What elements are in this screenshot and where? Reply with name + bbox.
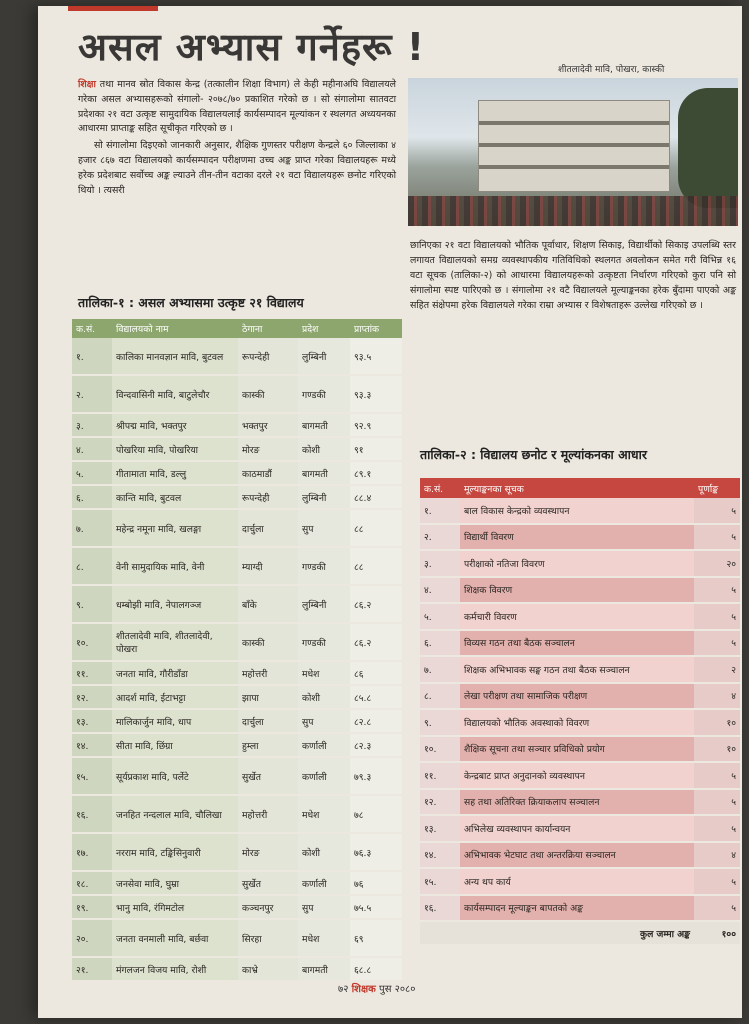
- table1: [72, 319, 402, 982]
- table1-cell: ७५.५: [350, 895, 402, 919]
- table1-cell: ८६: [350, 661, 402, 685]
- table1-cell: सुर्खेत: [238, 871, 298, 895]
- table1-header-cell: विद्यालयको नाम: [112, 319, 238, 338]
- table2-row: [420, 683, 740, 710]
- table1-cell: ८९.१: [350, 461, 402, 485]
- lead-word: शिक्षा: [78, 79, 96, 90]
- table2-row: [420, 868, 740, 895]
- table2-cell: २.: [420, 524, 460, 551]
- table2: [420, 478, 740, 946]
- table2-cell: ९.: [420, 709, 460, 736]
- table2-cell: ४.: [420, 577, 460, 604]
- table2-row: [420, 815, 740, 842]
- table2-total-value: १००: [694, 921, 740, 945]
- table1-cell: धम्बोझी मावि, नेपालगञ्ज: [112, 585, 238, 623]
- table1-cell: १५.: [72, 757, 112, 795]
- table1-cell: बाँके: [238, 585, 298, 623]
- table2-cell: १०.: [420, 736, 460, 763]
- table2-cell: विव्यस गठन तथा बैठक सञ्चालन: [460, 630, 694, 657]
- table1-cell: ११.: [72, 661, 112, 685]
- table1-header-row: [72, 319, 402, 338]
- table2-header-cell: क.सं.: [420, 478, 460, 498]
- table2-cell: २: [694, 656, 740, 683]
- table2-total-row: [420, 921, 740, 945]
- table1-row: [72, 375, 402, 413]
- table1-cell: ७६: [350, 871, 402, 895]
- table2-cell: ५: [694, 630, 740, 657]
- table1-cell: गीतामाता मावि, डल्लु: [112, 461, 238, 485]
- table1-cell: ९.: [72, 585, 112, 623]
- table2-row: [420, 498, 740, 524]
- table1-cell: मोरङ: [238, 437, 298, 461]
- table2-row: [420, 524, 740, 551]
- school-building: [478, 100, 670, 192]
- table1-cell: सुप: [298, 709, 350, 733]
- table1-cell: रूपन्देही: [238, 338, 298, 375]
- table1-cell: मधेश: [298, 661, 350, 685]
- table2-row: [420, 709, 740, 736]
- table1-cell: ७.: [72, 509, 112, 547]
- table1-row: [72, 895, 402, 919]
- table2-cell: शिक्षक विवरण: [460, 577, 694, 604]
- table1-cell: ८२.८: [350, 709, 402, 733]
- table2-row: [420, 656, 740, 683]
- table1-cell: जनता वनमाली मावि, बर्छवा: [112, 919, 238, 957]
- table2-cell: १.: [420, 498, 460, 524]
- table2-cell: कर्मचारी विवरण: [460, 603, 694, 630]
- table2-row: [420, 550, 740, 577]
- table2-heading: तालिका-२ : विद्यालय छनोट र मूल्यांकनका आधार: [420, 447, 647, 462]
- table1-cell: ७६.३: [350, 833, 402, 871]
- table2-cell: १२.: [420, 789, 460, 816]
- table1-row: [72, 919, 402, 957]
- table1-row: [72, 585, 402, 623]
- table1-cell: महेन्द्र नमूना मावि, खलङ्गा: [112, 509, 238, 547]
- table2-cell: २०: [694, 550, 740, 577]
- table1-cell: सीता मावि, छिंग्रा: [112, 733, 238, 757]
- table1-cell: कोशी: [298, 437, 350, 461]
- table1-cell: ९२.९: [350, 413, 402, 437]
- table1-cell: सुप: [298, 509, 350, 547]
- table1-cell: काभ्रे: [238, 957, 298, 981]
- right-column-text: छानिएका २१ वटा विद्यालयको भौतिक पूर्वाधार, शिक्षण सिकाइ, विद्यार्थीको सिकाइ उपलब्धि स्तर लगायत विद्यालयको समग्र व्यवस्थापकीय गतिविधिको स्थलगत अवलोकन समेत गरी विभिन्न १६ वटा सूचक (तालिका-२) को आधारमा विद्यालयहरूको उत्कृष्टता निर्धारण गरिएको कुरा पनि सो संगालोमा स्पष्ट पारिएको छ । संगालोमा २१ वटै विद्यालयले मूल्याङ्कनका हरेक बुँदामा पाएको अङ्क सहित संक्षेपमा हरेक विद्यालयले गरेका राम्रा अभ्यास र विशेषताहरू उल्लेख गरिएको छ ।: [410, 240, 736, 311]
- table1-heading: तालिका-१ : असल अभ्यासमा उत्कृष्ट २१ विद्यालय: [78, 295, 304, 310]
- table1-cell: १८.: [72, 871, 112, 895]
- table1-cell: वेनी सामुदायिक मावि, वेनी: [112, 547, 238, 585]
- table1-row: [72, 757, 402, 795]
- issue-month: पुस २०८०: [379, 984, 416, 995]
- table1-cell: १.: [72, 338, 112, 375]
- page-title: असल अभ्यास गर्नेहरू !: [78, 25, 426, 69]
- intro-paragraph-2: सो संगालोमा दिइएको जानकारी अनुसार, शैक्षिक गुणस्तर परीक्षण केन्द्रले ६० जिल्लाका ४ हजार ८६७ वटा विद्यालयको कार्यसम्पादन परीक्षणमा उच्च अङ्क प्राप्त गरेका विद्यालयहरू मध्ये हरेक प्रदेशबाट सर्वोच्च अङ्क ल्याउने तीन-तीन वटाका दरले २१ वटा विद्यालयहरू छनोट गरिएको थियो । त्यसरी: [78, 140, 396, 196]
- table1-cell: बागमती: [298, 957, 350, 981]
- table1-header-cell: ठेगाना: [238, 319, 298, 338]
- table1-cell: कर्णाली: [298, 733, 350, 757]
- table1-cell: सूर्यप्रकाश मावि, पर्लेटे: [112, 757, 238, 795]
- table2-cell: शिक्षक अभिभावक सङ्घ गठन तथा बैठक सञ्चालन: [460, 656, 694, 683]
- table1-cell: ७८: [350, 795, 402, 833]
- table1-cell: ८६.२: [350, 623, 402, 661]
- table1-cell: कान्ति मावि, बुटवल: [112, 485, 238, 509]
- table2-cell: ४: [694, 842, 740, 869]
- table1-cell: १२.: [72, 685, 112, 709]
- table2-cell: ५: [694, 524, 740, 551]
- table1-row: [72, 685, 402, 709]
- table2-header-row: [420, 478, 740, 498]
- table2-cell: लेखा परीक्षण तथा सामाजिक परीक्षण: [460, 683, 694, 710]
- table1-cell: ८२.३: [350, 733, 402, 757]
- table1-header-cell: क.सं.: [72, 319, 112, 338]
- table2-cell: ५: [694, 762, 740, 789]
- table1-cell: १४.: [72, 733, 112, 757]
- table2-cell: ४: [694, 683, 740, 710]
- intro-text: [78, 78, 396, 200]
- table2-cell: परीक्षाको नतिजा विवरण: [460, 550, 694, 577]
- table1-cell: रूपन्देही: [238, 485, 298, 509]
- table1-cell: भक्तपुर: [238, 413, 298, 437]
- table2-cell: ५: [694, 498, 740, 524]
- table1-cell: ९३.५: [350, 338, 402, 375]
- students-crowd: [408, 196, 738, 226]
- table2-cell: अभिभावक भेटघाट तथा अन्तरक्रिया सञ्चालन: [460, 842, 694, 869]
- table1-cell: कास्की: [238, 375, 298, 413]
- table1-cell: जनता मावि, गौरीडाँडा: [112, 661, 238, 685]
- table1-cell: सिरहा: [238, 919, 298, 957]
- table2-header-cell: मूल्याङ्कनका सूचक: [460, 478, 694, 498]
- table1-cell: मधेश: [298, 795, 350, 833]
- table1-cell: ४.: [72, 437, 112, 461]
- table2-total-label: कुल जम्मा अङ्क: [420, 921, 694, 945]
- table1-cell: सुर्खेत: [238, 757, 298, 795]
- table1-cell: १३.: [72, 709, 112, 733]
- table2-cell: सह तथा अतिरिक्त क्रियाकलाप सञ्चालन: [460, 789, 694, 816]
- table1-cell: म्याग्दी: [238, 547, 298, 585]
- tree: [678, 88, 738, 208]
- table2-cell: १५.: [420, 868, 460, 895]
- table2-cell: ५: [694, 895, 740, 922]
- table1-row: [72, 871, 402, 895]
- table1-cell: ३.: [72, 413, 112, 437]
- table2-row: [420, 736, 740, 763]
- table2-cell: ५.: [420, 603, 460, 630]
- table1-cell: कोशी: [298, 833, 350, 871]
- page-number: ७२: [338, 984, 349, 995]
- table2-cell: कार्यसम्पादन मूल्याङ्कन बापतको अङ्क: [460, 895, 694, 922]
- table1-row: [72, 623, 402, 661]
- table1-row: [72, 547, 402, 585]
- table2-row: [420, 603, 740, 630]
- intro-p1-text: तथा मानव स्रोत विकास केन्द्र (तत्कालीन शिक्षा विभाग) ले केही महीनाअघि विद्यालयले गरेका असल अभ्यासहरूको संगालो- २०७८/७० प्रकाशित गरेको छ । सो संगालोमा सातवटा प्रदेशका २१ वटा उत्कृष्ट सामुदायिक विद्यालयलाई कार्यसम्पादन मूल्यांकन र स्थलगत अध्ययनका आधारमा प्राप्ताङ्क सहित सूचीकृत गरिएको छ ।: [78, 79, 396, 135]
- table2-cell: अन्य थप कार्य: [460, 868, 694, 895]
- table1-cell: कर्णाली: [298, 757, 350, 795]
- table2-cell: अभिलेख व्यवस्थापन कार्यान्वयन: [460, 815, 694, 842]
- table1-cell: मालिकार्जुन मावि, धाप: [112, 709, 238, 733]
- table2-row: [420, 630, 740, 657]
- table2-cell: १६.: [420, 895, 460, 922]
- table2-cell: १०: [694, 736, 740, 763]
- table2-cell: ३.: [420, 550, 460, 577]
- table1-cell: गण्डकी: [298, 623, 350, 661]
- table1-cell: ९१: [350, 437, 402, 461]
- table1-cell: शीतलादेवी मावि, शीतलादेवी, पोखरा: [112, 623, 238, 661]
- table1-row: [72, 509, 402, 547]
- table1-row: [72, 461, 402, 485]
- table1-cell: जनहित नन्दलाल मावि, चौलिखा: [112, 795, 238, 833]
- table2-cell: १०: [694, 709, 740, 736]
- table1-cell: महोत्तरी: [238, 795, 298, 833]
- table2-cell: १३.: [420, 815, 460, 842]
- table2-cell: ५: [694, 815, 740, 842]
- table2-cell: ५: [694, 789, 740, 816]
- table2-cell: १४.: [420, 842, 460, 869]
- table1-cell: ७९.३: [350, 757, 402, 795]
- table2-row: [420, 842, 740, 869]
- school-photo: [408, 78, 738, 226]
- table1-cell: भानु मावि, रंगिमटोल: [112, 895, 238, 919]
- table1-row: [72, 833, 402, 871]
- table1-row: [72, 485, 402, 509]
- top-accent-strip: [68, 6, 158, 11]
- table2-cell: ६.: [420, 630, 460, 657]
- table2-header-cell: पूर्णाङ्क: [694, 478, 740, 498]
- table2-cell: ८.: [420, 683, 460, 710]
- table1-cell: कर्णाली: [298, 871, 350, 895]
- table1-cell: ९३.३: [350, 375, 402, 413]
- table2-row: [420, 762, 740, 789]
- table1-cell: २.: [72, 375, 112, 413]
- table1-cell: बागमती: [298, 461, 350, 485]
- table1-row: [72, 661, 402, 685]
- table1-cell: झापा: [238, 685, 298, 709]
- table1-cell: २१.: [72, 957, 112, 981]
- table1-cell: गण्डकी: [298, 375, 350, 413]
- table2-cell: विद्यालयको भौतिक अवस्थाको विवरण: [460, 709, 694, 736]
- table1-cell: मोरङ: [238, 833, 298, 871]
- table2-cell: विद्यार्थी विवरण: [460, 524, 694, 551]
- table1-cell: पोखरिया मावि, पोखरिया: [112, 437, 238, 461]
- table1-cell: ८८: [350, 509, 402, 547]
- table1-cell: १६.: [72, 795, 112, 833]
- table1-cell: मंगलजन विजय मावि, रोशी: [112, 957, 238, 981]
- table2-row: [420, 895, 740, 922]
- table1-header-cell: प्राप्तांक: [350, 319, 402, 338]
- table1-cell: कास्की: [238, 623, 298, 661]
- page-footer: [338, 981, 415, 995]
- table1-cell: १९.: [72, 895, 112, 919]
- table1-cell: मधेश: [298, 919, 350, 957]
- table1-row: [72, 795, 402, 833]
- table1-cell: गण्डकी: [298, 547, 350, 585]
- magazine-brand: शिक्षक: [351, 984, 376, 995]
- table1-cell: २०.: [72, 919, 112, 957]
- table2-cell: ७.: [420, 656, 460, 683]
- table1-cell: कोशी: [298, 685, 350, 709]
- table1-cell: १७.: [72, 833, 112, 871]
- table1-header-cell: प्रदेश: [298, 319, 350, 338]
- table1-row: [72, 709, 402, 733]
- table1-cell: सुप: [298, 895, 350, 919]
- table1-cell: ८८: [350, 547, 402, 585]
- table1-row: [72, 957, 402, 981]
- table1-cell: ६९: [350, 919, 402, 957]
- table2-cell: केन्द्रबाट प्राप्त अनुदानको व्यवस्थापन: [460, 762, 694, 789]
- table1-cell: आदर्श मावि, ईटाभट्टा: [112, 685, 238, 709]
- table1-cell: ५.: [72, 461, 112, 485]
- table1-row: [72, 338, 402, 375]
- table1-row: [72, 733, 402, 757]
- table1-row: [72, 437, 402, 461]
- table2-cell: ११.: [420, 762, 460, 789]
- table1-cell: ८.: [72, 547, 112, 585]
- magazine-page: [38, 6, 742, 1018]
- table1-cell: ६.: [72, 485, 112, 509]
- table1-cell: लुम्बिनी: [298, 485, 350, 509]
- table1-cell: विन्दवासिनी मावि, बाटुलेचौर: [112, 375, 238, 413]
- table1-cell: बागमती: [298, 413, 350, 437]
- intro-paragraph-1: [78, 78, 396, 137]
- table1-cell: हुम्ला: [238, 733, 298, 757]
- table1-cell: कालिका मानवज्ञान मावि, बुटवल: [112, 338, 238, 375]
- table1-cell: दार्चुला: [238, 709, 298, 733]
- table1-cell: ८६.२: [350, 585, 402, 623]
- photo-caption: शीतलादेवी मावि, पोखरा, कास्की: [558, 65, 665, 75]
- table2-cell: ५: [694, 577, 740, 604]
- table1-cell: नरराम मावि, टङ्किसिनुवारी: [112, 833, 238, 871]
- table2-cell: ५: [694, 603, 740, 630]
- table1-cell: श्रीपद्म मावि, भक्तपुर: [112, 413, 238, 437]
- table1-cell: ८५.८: [350, 685, 402, 709]
- table2-row: [420, 789, 740, 816]
- table2-row: [420, 577, 740, 604]
- table1-cell: १०.: [72, 623, 112, 661]
- table1-row: [72, 413, 402, 437]
- table1-cell: जनसेवा मावि, घुम्रा: [112, 871, 238, 895]
- table1-cell: महोत्तरी: [238, 661, 298, 685]
- table1-cell: ६८.८: [350, 957, 402, 981]
- table1-cell: ८८.४: [350, 485, 402, 509]
- table1-cell: कञ्चनपुर: [238, 895, 298, 919]
- table1-cell: लुम्बिनी: [298, 585, 350, 623]
- table1-cell: काठमाडौं: [238, 461, 298, 485]
- table2-cell: बाल विकास केन्द्रको व्यवस्थापन: [460, 498, 694, 524]
- table1-cell: लुम्बिनी: [298, 338, 350, 375]
- table2-cell: ५: [694, 868, 740, 895]
- table1-cell: दार्चुला: [238, 509, 298, 547]
- table2-cell: शैक्षिक सूचना तथा सञ्चार प्रविधिको प्रयोग: [460, 736, 694, 763]
